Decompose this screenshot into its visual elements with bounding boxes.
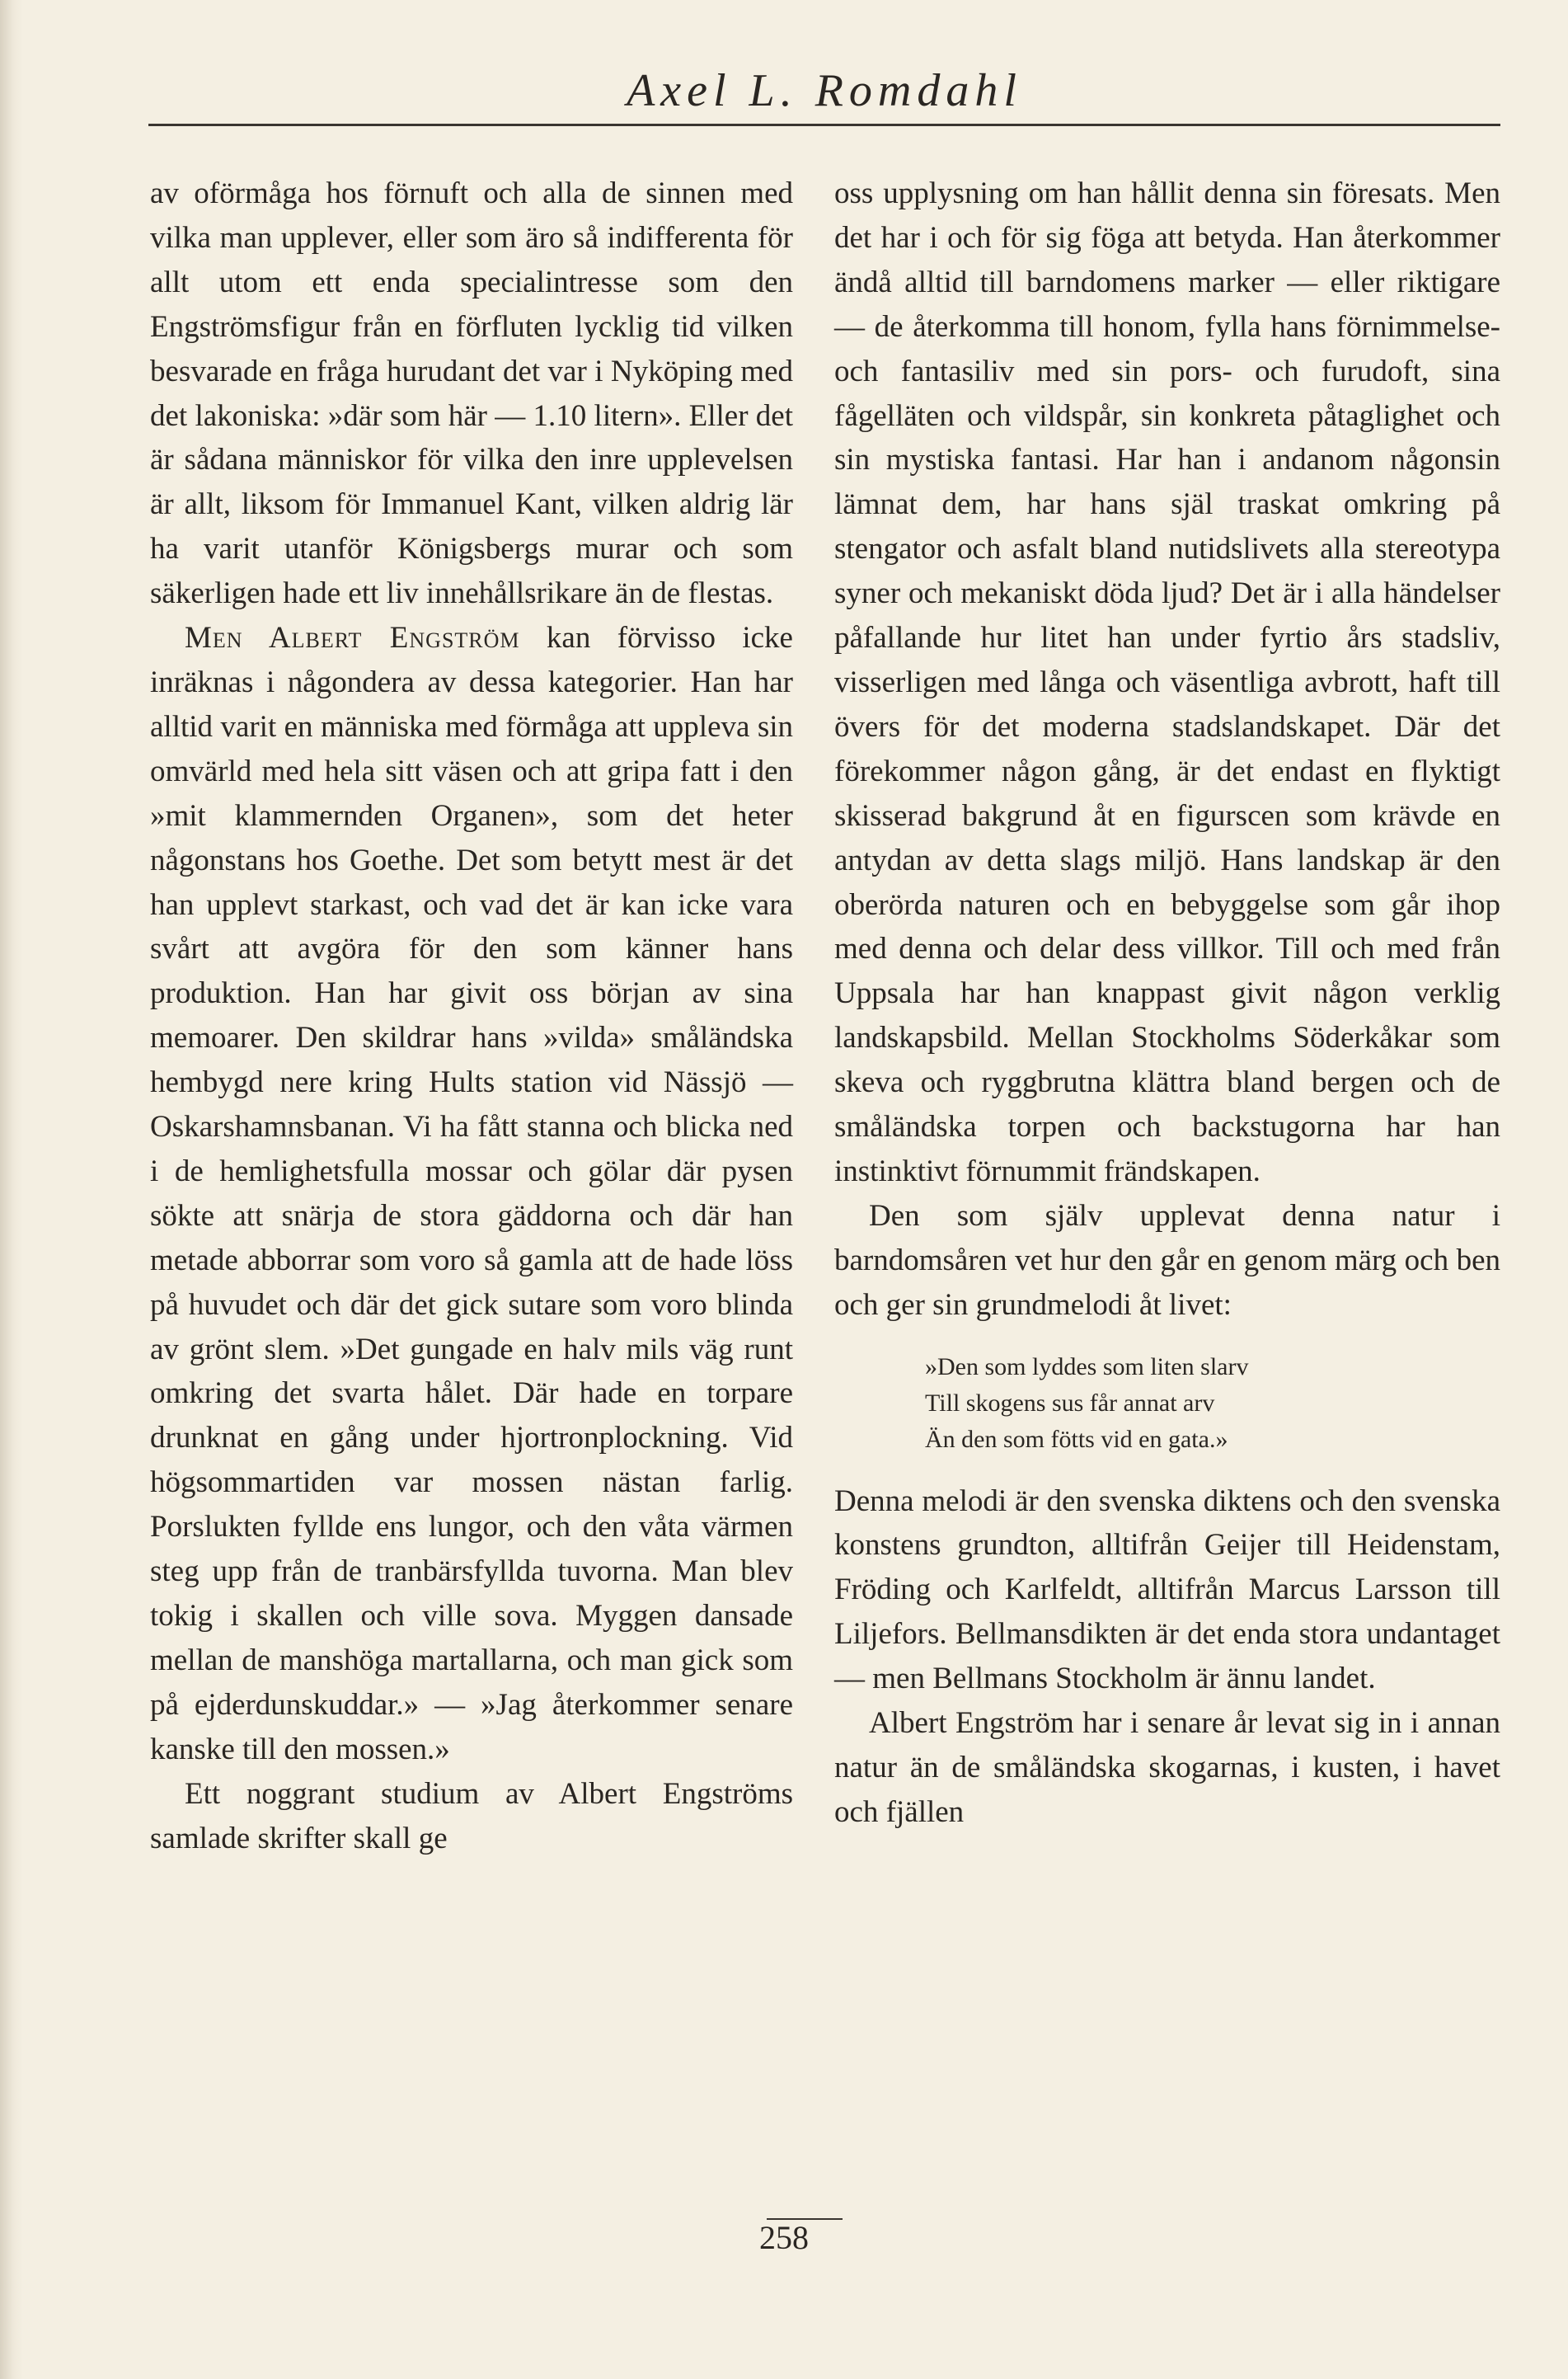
page-header: [148, 58, 1500, 126]
right-paragraph-2: Den som själv upplevat denna natur i barndomsåren vet hur den går en genom märg och ben och ger sin grundmelodi åt livet:: [834, 1198, 1500, 1322]
left-paragraph-1: av oförmåga hos förnuft och alla de sinnen med vilka man upplever, eller som äro så indifferenta för allt utom ett enda specialintresse som den Engströmsfigur från en förfluten lycklig tid vilken besvarade en fråga hurudant det var i Nyköping med det lakoniska: »där som här — 1.10 litern». Eller det är sådana människor för vilka den inre upplevelsen är allt, liksom för Immanuel Kant, vilken aldrig lär ha varit utanför Königsbergs murar och som säkerligen hade ett liv innehållsrikare än de flestas.: [150, 176, 793, 611]
poem-line: »Den som lyddes som liten slarv: [925, 1352, 1249, 1380]
left-paragraph-2: [150, 616, 793, 1772]
right-paragraph-4: Albert Engström har i senare år levat sig in i annan natur än de småländska skogarnas, i kusten, i havet och fjällen: [834, 1706, 1500, 1829]
right-column: [834, 172, 1500, 1835]
poem-quotation: [925, 1349, 1500, 1458]
right-paragraph-3: Denna melodi är den svenska diktens och den svenska konstens grundton, alltifrån Geijer till Heidenstam, Fröding och Karlfeldt, alltifrån Marcus Larsson till Liljefors. Bellmansdikten är det enda stora undantaget — men Bellmans Stockholm är ännu landet.: [834, 1483, 1500, 1696]
poem-line: Än den som fötts vid en gata.»: [925, 1425, 1228, 1453]
page-edge-shadow: [0, 0, 23, 2379]
poem-line: Till skogens sus får annat arv: [925, 1389, 1215, 1417]
author-name-smallcaps: Men Albert Engström: [185, 621, 520, 656]
left-column: [150, 172, 793, 1860]
right-paragraph-1: oss upplysning om han hållit denna sin föresats. Men det har i och för sig föga att betyda. Han återkommer ändå alltid till barndomens marker — eller riktigare — de återkomma till honom, fylla hans förnimmelse- och fantasiliv med sin pors- och furudoft, sina fågelläten och vildspår, sin konkreta påtaglighet och sin mystiska fantasi. Har han i andanom någonsin lämnat dem, har hans själ traskat omkring på stengator och asfalt bland nutidslivets alla stereotypa syner och mekaniskt döda ljud? Det är i alla händelser påfallande hur litet han under fyrtio års stadsliv, visserligen med långa och väsentliga avbrott, haft till övers för det moderna stadslandskapet. Där det förekommer någon gång, är det endast en flyktigt skisserad bakgrund åt en figurscen som krävde en antydan av detta slags miljö. Hans landskap är den oberörda naturen och en bebyggelse som går ihop med denna och delar dess villkor. Till och med från Uppsala har han knappast givit någon verklig landskapsbild. Mellan Stockholms Söderkåkar som skeva och ryggbrutna klättra bland bergen och de småländska torpen och backstugorna har han instinktivt förnummit frändskapen.: [834, 176, 1500, 1188]
left-paragraph-3: Ett noggrant studium av Albert Engströms samlade skrifter skall ge: [150, 1776, 793, 1855]
running-head: Axel L. Romdahl: [627, 65, 1022, 116]
left-paragraph-2-text: kan förvisso icke inräknas i någondera av dessa kategorier. Han har alltid varit en människa med förmåga att uppleva sin omvärld med hela sitt väsen och att gripa fatt i den »mit klammernden Organen», som det heter någonstans hos Goethe. Det som betytt mest är det han upplevt starkast, och vad det är kan icke vara svårt att avgöra för den som känner hans produktion. Han har givit oss början av sina memoarer. Den skildrar hans »vilda» småländska hembygd nere kring Hults station vid Nässjö —Oskarshamnsbanan. Vi ha fått stanna och blicka ned i de hemlighetsfulla mossar och gölar där pysen sökte att snärja de stora gäddorna och där han metade abborrar som voro så gamla att de hade löss på huvudet och där det gick sutare som voro blinda av grönt slem. »Det gungade en halv mils väg runt omkring det svarta hålet. Där hade en torpare drunknat en gång under hjortronplockning. Vid högsommartiden var mossen nästan farlig. Porslukten fyllde ens lungor, och den våta värmen steg upp från de tranbärsfyllda tuvorna. Man blev tokig i skallen och ville sova. Myggen dansade mellan de manshöga martallarna, och man gick som på ejderdunskuddar.» — »Jag återkommer senare kanske till den mossen.»: [150, 621, 793, 1766]
page-number: 258: [759, 2219, 809, 2256]
